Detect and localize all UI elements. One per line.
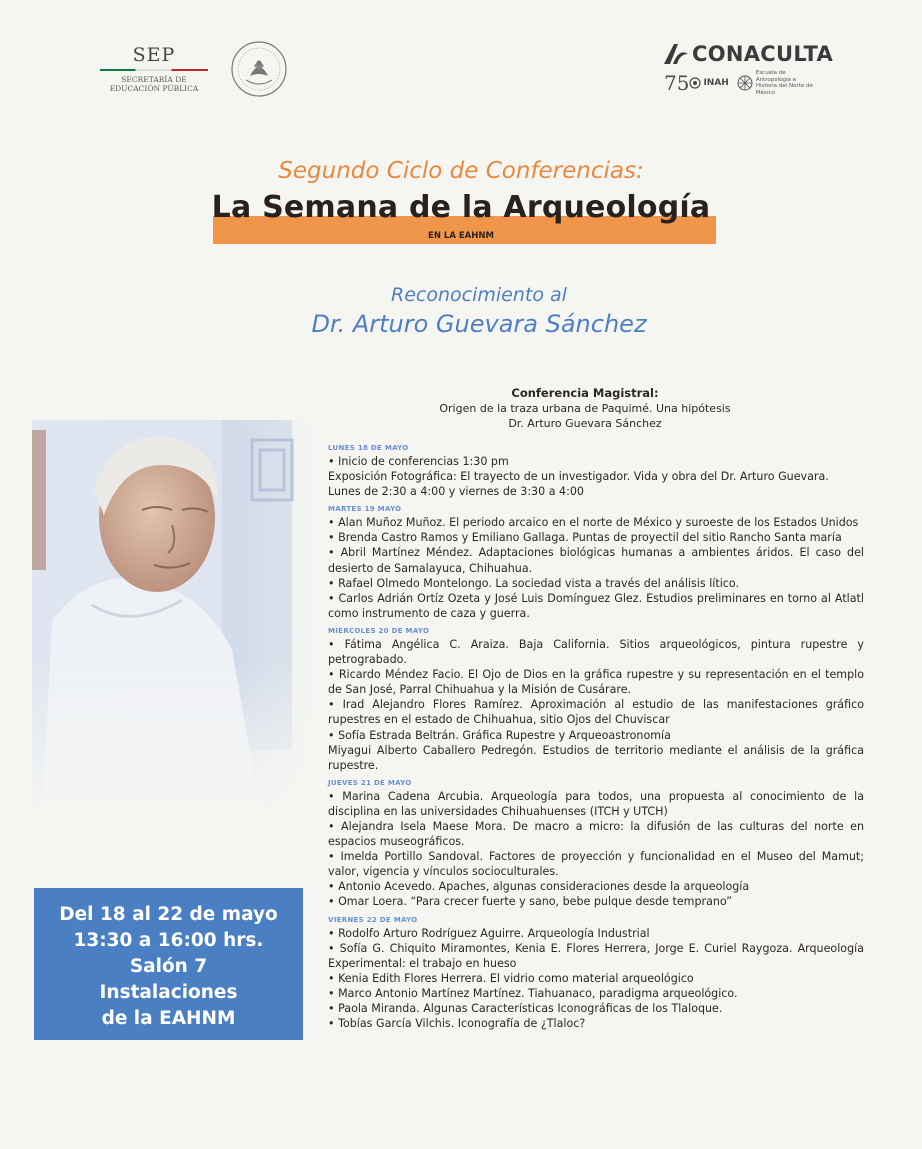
- eahnm-emblem-icon: [737, 75, 753, 91]
- list-item: • Carlos Adrián Ortíz Ozeta y José Luis Domínguez Glez. Estudios preliminares en torno al Atlatl como instrumento de caza y guerra.: [328, 591, 864, 621]
- day-label-tuesday: MARTES 19 MAYO: [328, 505, 402, 514]
- keynote-block: [420, 386, 750, 431]
- event-venue-2: de la EAHNM: [101, 1008, 236, 1029]
- honoree-photo: [32, 420, 330, 820]
- list-item: • Paola Miranda. Algunas Características Iconográficas de los Tlaloque.: [328, 1001, 864, 1016]
- list-item: • Inicio de conferencias 1:30 pm: [328, 454, 864, 469]
- inah-flower-icon: [689, 77, 701, 89]
- list-item: • Abril Martínez Méndez. Adaptaciones biológicas humanas a ambientes áridos. El caso del desierto de Samalayuca, Chihuahua.: [328, 545, 864, 575]
- list-item: • Ricardo Méndez Facio. El Ojo de Dios en la gráfica rupestre y su representación en el templo de San José, Parral Chihuahua y la Misión de Cusárare.: [328, 667, 864, 697]
- list-item: • Kenia Edith Flores Herrera. El vidrio como material arqueológico: [328, 971, 864, 986]
- cycle-title: Segundo Ciclo de Conferencias:: [278, 158, 644, 184]
- list-item: • Marina Cadena Arcubia. Arqueología para todos, una propuesta al conocimiento de la disciplina en las universidades Chihuahuenses (ITCH y UTCH): [328, 789, 864, 819]
- day-group-monday: [328, 443, 864, 499]
- list-item: • Fátima Angélica C. Araiza. Baja California. Sitios arqueológicos, pintura rupestre y petrograbado.: [328, 637, 864, 667]
- list-item: • Brenda Castro Ramos y Emiliano Gallaga. Puntas de proyectil del sitio Rancho Santa maría: [328, 530, 864, 545]
- sep-tricolor-line: [100, 69, 208, 71]
- list-item: • Irad Alejandro Flores Ramírez. Aproximación al estudio de las manifestaciones gráfico rupestres en el estado de Chihuahua, sitio Ojos del Chuviscar: [328, 697, 864, 727]
- event-time: 13:30 a 16:00 hrs.: [73, 930, 264, 951]
- event-info-box: [34, 888, 303, 1040]
- list-item: • Rafael Olmedo Montelongo. La sociedad vista a través del análisis lítico.: [328, 576, 864, 591]
- honoree-name: Dr. Arturo Guevara Sánchez: [311, 310, 647, 338]
- day-group-tuesday: [328, 504, 864, 621]
- keynote-heading: Conferencia Magistral:: [511, 386, 659, 400]
- list-item: • Sofía G. Chiquito Miramontes, Kenia E. Flores Herrera, Jorge E. Curiel Raygoza. Arqueología Experimental: el trabajo en hueso: [328, 941, 864, 971]
- list-item: Exposición Fotográfica: El trayecto de un investigador. Vida y obra del Dr. Arturo Guevara.: [328, 470, 829, 484]
- event-venue-1: Instalaciones: [99, 982, 238, 1003]
- inah-75-anniversary: 75: [664, 71, 690, 95]
- inah-name: INAH: [703, 78, 729, 88]
- conaculta-mark-icon: [664, 44, 688, 64]
- day-group-wednesday: [328, 626, 864, 773]
- day-label-wednesday: MIERCOLES 20 DE MAYO: [328, 626, 430, 635]
- conaculta-logo: [664, 42, 834, 96]
- sep-title: SEP: [132, 44, 176, 66]
- day-group-friday: [328, 915, 864, 1032]
- sep-logo: [100, 44, 208, 93]
- list-item: • Marco Antonio Martínez Martínez. Tiahuanaco, paradigma arqueológico.: [328, 986, 864, 1001]
- coat-of-arms-seal-icon: [230, 40, 288, 98]
- day-label-friday: VIERNES 22 DE MAYO: [328, 915, 418, 924]
- event-dates: Del 18 al 22 de mayo: [59, 904, 278, 925]
- recognition-label: Reconocimiento al: [391, 284, 567, 306]
- title-subtitle: EN LA EAHNM: [428, 231, 494, 241]
- main-title: La Semana de la Arqueología: [211, 190, 711, 225]
- eahnm-logo-text: Escuela de Antropología e Historia del Norte de México: [755, 70, 813, 96]
- list-item: • Antonio Acevedo. Apaches, algunas consideraciones desde la arqueología: [328, 879, 864, 894]
- keynote-speaker: Dr. Arturo Guevara Sánchez: [508, 417, 662, 430]
- list-item: • Rodolfo Arturo Rodríguez Aguirre. Arqueología Industrial: [328, 926, 864, 941]
- list-item: • Omar Loera. “Para crecer fuerte y sano, bebe pulque desde temprano”: [328, 894, 864, 909]
- list-item: • Tobías García Vilchis. Iconografía de ¿Tlaloc?: [328, 1016, 864, 1031]
- list-item: • Sofía Estrada Beltrán. Gráfica Rupestre y Arqueoastronomía: [328, 728, 864, 743]
- list-item: Lunes de 2:30 a 4:00 y viernes de 3:30 a 4:00: [328, 485, 584, 499]
- list-item: • Alejandra Isela Maese Mora. De macro a micro: la difusión de las culturas del norte en espacios museográficos.: [328, 819, 864, 849]
- list-item: • Alan Muñoz Muñoz. El periodo arcaico en el norte de México y suroeste de los Estados Unidos: [328, 515, 864, 530]
- day-group-thursday: [328, 778, 864, 910]
- sep-subtitle-2: EDUCACIÓN PÚBLICA: [109, 84, 199, 93]
- program-schedule: [328, 443, 864, 1036]
- conaculta-name: CONACULTA: [692, 42, 834, 66]
- day-label-thursday: JUEVES 21 DE MAYO: [328, 778, 412, 787]
- list-item: • Imelda Portillo Sandoval. Factores de proyección y funcionalidad en el Museo del Mamut; valor, vigencia y vínculos socioculturales.: [328, 849, 864, 879]
- keynote-topic: Origen de la traza urbana de Paquimé. Una hipótesis: [439, 402, 731, 415]
- day-label-monday: LUNES 18 DE MAYO: [328, 444, 409, 452]
- list-item: Miyagui Alberto Caballero Pedregón. Estudios de territorio mediante el análisis de la gráfica rupestre.: [328, 743, 864, 772]
- sep-subtitle-1: SECRETARÍA DE: [121, 75, 187, 84]
- event-room: Salón 7: [129, 956, 208, 977]
- eahnm-logo: [737, 70, 818, 96]
